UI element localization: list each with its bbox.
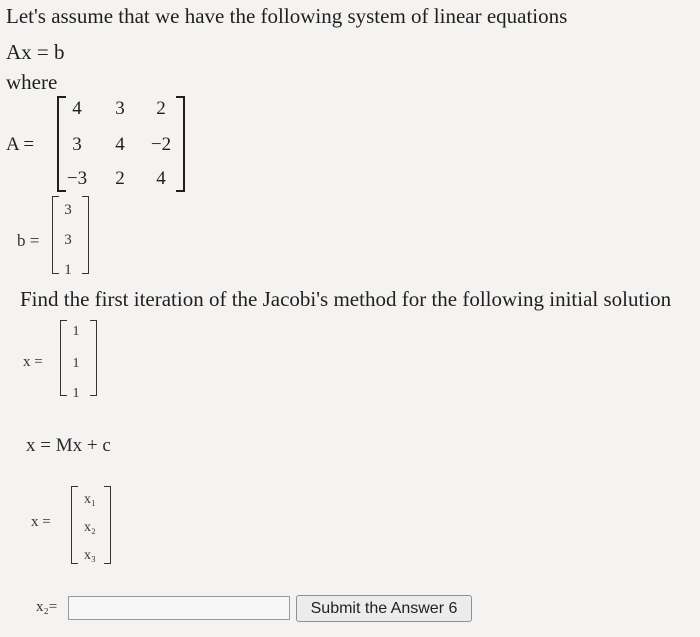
instruction-text: Find the first iteration of the Jacobi's method for the following initial solution bbox=[20, 287, 672, 311]
matrix-a-cell: 2 bbox=[156, 98, 166, 119]
vector-x-cell: x₃ bbox=[84, 548, 96, 563]
vector-x-label: x = bbox=[31, 514, 51, 530]
vector-x0-cell: 1 bbox=[72, 324, 80, 339]
matrix-a-label: A = bbox=[6, 134, 35, 155]
equation-text: Ax = b bbox=[6, 40, 65, 64]
vector-x0-cell: 1 bbox=[72, 386, 80, 401]
vector-b-cell: 3 bbox=[64, 232, 72, 248]
matrix-a-cell: 2 bbox=[115, 168, 125, 189]
iteration-formula: x = Mx + c bbox=[26, 435, 111, 456]
vector-b-right-bracket bbox=[82, 196, 89, 274]
answer-input[interactable] bbox=[68, 596, 290, 620]
matrix-a-cell: 4 bbox=[115, 134, 125, 155]
matrix-a-cell: 3 bbox=[72, 134, 82, 155]
matrix-a-cell: −3 bbox=[66, 168, 88, 189]
vector-x-left-bracket bbox=[71, 486, 78, 564]
answer-label: x₂= bbox=[36, 599, 58, 615]
matrix-a-cell: 4 bbox=[156, 168, 166, 189]
matrix-a-right-bracket bbox=[176, 96, 185, 192]
vector-x0-cell: 1 bbox=[72, 356, 80, 371]
initial-x-label: x = bbox=[23, 354, 43, 370]
matrix-a-cell: 3 bbox=[115, 98, 125, 119]
vector-x-cell: x₂ bbox=[84, 520, 96, 535]
matrix-a-cell: −2 bbox=[150, 134, 172, 155]
where-text: where bbox=[6, 70, 58, 94]
vector-x0-right-bracket bbox=[90, 320, 97, 396]
vector-b-label: b = bbox=[17, 231, 40, 250]
vector-b-cell: 1 bbox=[64, 262, 72, 278]
submit-answer-button[interactable]: Submit the Answer 6 bbox=[296, 595, 472, 622]
problem-intro: Let's assume that we have the following system of linear equations bbox=[6, 4, 568, 28]
vector-x-right-bracket bbox=[104, 486, 111, 564]
vector-b-cell: 3 bbox=[64, 202, 72, 218]
matrix-a-cell: 4 bbox=[72, 98, 82, 119]
vector-x-cell: x₁ bbox=[84, 492, 96, 507]
